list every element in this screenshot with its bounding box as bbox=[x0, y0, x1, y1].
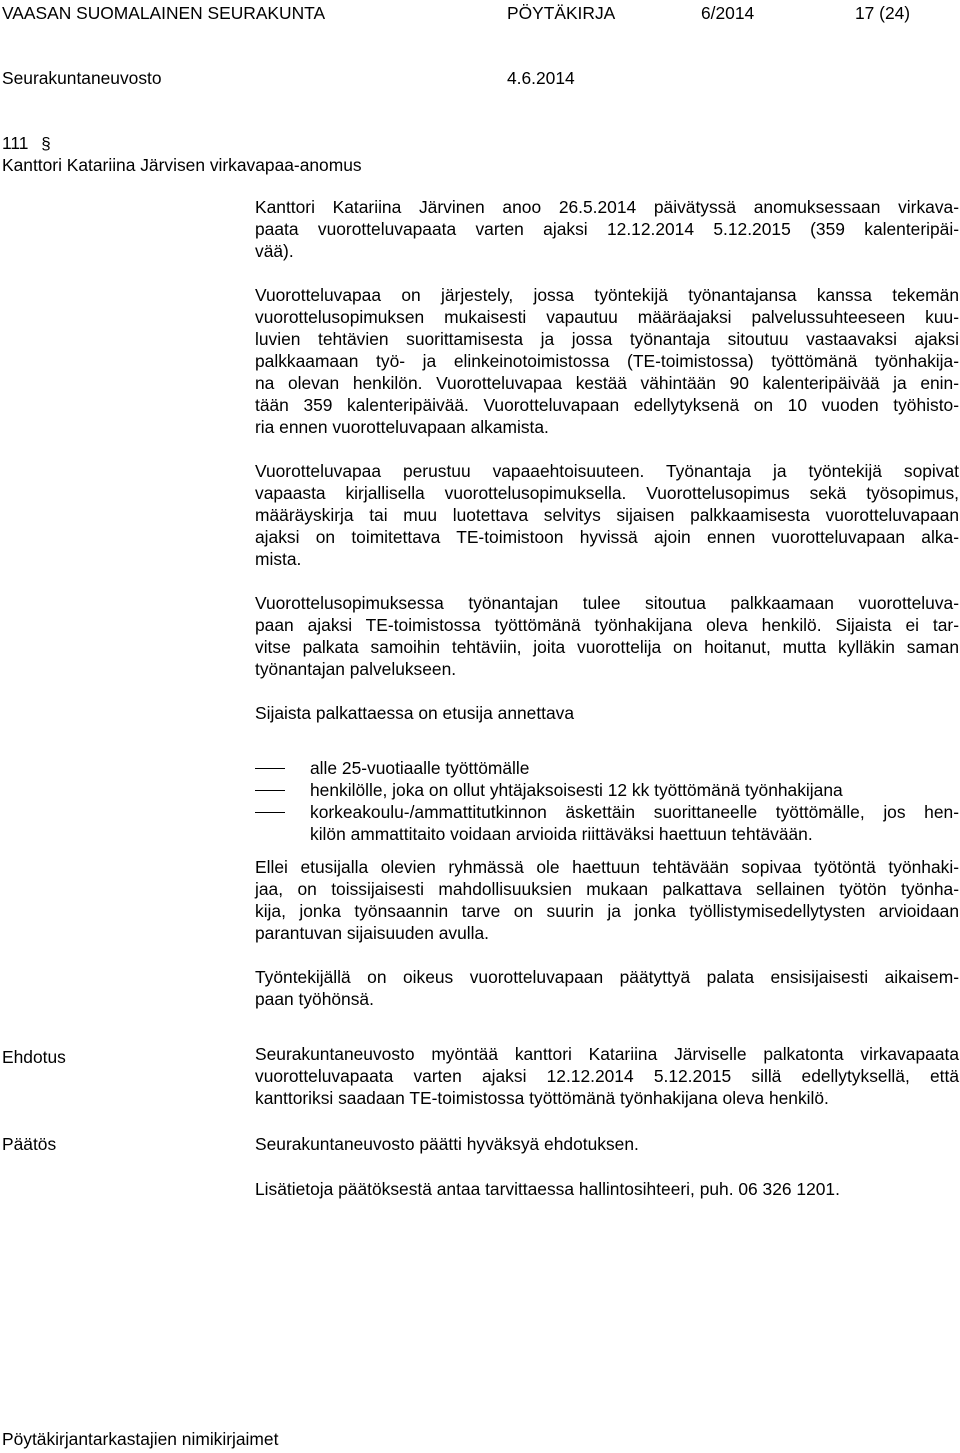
paragraph-line: vää). bbox=[255, 241, 294, 261]
paragraph-line: ajaksi on toimitettava TE-toimistoon hyvissä ajoin ennen vuorotteluvapaan alka- bbox=[255, 527, 959, 547]
paragraph-line: jaa, on toissijaisesti mahdollisuuksien mukaan palkattava sellainen työtön työnha- bbox=[255, 879, 959, 899]
decision-text: Seurakuntaneuvosto päätti hyväksyä ehdotuksen. bbox=[255, 1134, 639, 1154]
paragraph-line: parantuvan sijaisuuden avulla. bbox=[255, 923, 489, 943]
paragraph-line: Vuorotteluvapaa perustuu vapaaehtoisuuteen. Työnantaja ja työntekijä sopivat bbox=[255, 461, 959, 481]
proposal-line: vuorotteluvapaata varten ajaksi 12.12.2014 5.12.2015 sillä edellytyksellä, että bbox=[255, 1066, 959, 1086]
paragraph-line: tään 359 kalenteripäivää. Vuorotteluvapaan edellytyksenä on 10 vuoden työhisto- bbox=[255, 395, 959, 415]
paragraph-line: Sijaista palkattaessa on etusija annettava bbox=[255, 703, 575, 723]
header-doc-number: 6/2014 bbox=[701, 3, 755, 23]
meeting-body: Seurakuntaneuvosto bbox=[2, 68, 162, 88]
item-number-line bbox=[2, 135, 51, 152]
additional-info: Lisätietoja päätöksestä antaa tarvittaessa hallintosihteeri, puh. 06 326 1201. bbox=[255, 1179, 840, 1199]
paragraph-line: mista. bbox=[255, 549, 302, 569]
paragraph-line: vuorottelusopimuksen mukaisesti vapautuu määräajaksi palvelussuhteeseen kuu- bbox=[255, 307, 959, 327]
header-organization: VAASAN SUOMALAINEN SEURAKUNTA bbox=[2, 3, 326, 23]
item-title: Kanttori Katariina Järvisen virkavapaa-anomus bbox=[2, 155, 362, 175]
header-page-number: 17 (24) bbox=[855, 3, 911, 23]
section-sign: § bbox=[41, 134, 51, 153]
dash-bullet-icon bbox=[255, 812, 285, 813]
paragraph-line: Vuorottelusopimuksessa työnantajan tulee sitoutua palkkaamaan vuorotteluva- bbox=[255, 593, 959, 613]
proposal-line: kanttoriksi saadaan TE-toimistossa työttömänä työnhakijana oleva henkilö. bbox=[255, 1088, 829, 1108]
proposal-label: Ehdotus bbox=[2, 1047, 66, 1067]
paragraph-line: paan ajaksi TE-toimistossa työttömänä työnhakijana oleva henkilö. Sijaista ei tar- bbox=[255, 615, 959, 635]
paragraph-line: Kanttori Katariina Järvinen anoo 26.5.2014 päivätyssä anomuksessaan virkava- bbox=[255, 197, 959, 217]
priority-list-line: henkilölle, joka on ollut yhtäjaksoisesti 12 kk työttömänä työnhakijana bbox=[310, 780, 843, 800]
paragraph-line: Työntekijällä on oikeus vuorotteluvapaan päätyttyä palata ensisijaisesti aikaisem- bbox=[255, 967, 959, 987]
meeting-date: 4.6.2014 bbox=[507, 68, 575, 88]
footer-signatures-label: Pöytäkirjantarkastajien nimikirjaimet bbox=[2, 1429, 279, 1449]
paragraph-line: Vuorotteluvapaa on järjestely, jossa työntekijä työnantajansa kanssa tekemän bbox=[255, 285, 959, 305]
paragraph-line: paata vuorotteluvapaata varten ajaksi 12.12.2014 5.12.2015 (359 kalenteripäi- bbox=[255, 219, 959, 239]
dash-bullet-icon bbox=[255, 768, 285, 769]
paragraph-line: palkkaamaan työ- ja elinkeinotoimistossa (TE-toimistossa) työttömänä työnhakija- bbox=[255, 351, 959, 371]
paragraph-line: paan työhönsä. bbox=[255, 989, 374, 1009]
header-doc-type: PÖYTÄKIRJA bbox=[507, 3, 616, 23]
dash-bullet-icon bbox=[255, 790, 285, 791]
item-number: 111 bbox=[2, 133, 29, 153]
paragraph-line: vapaasta kirjallisella vuorottelusopimuksella. Vuorottelusopimus sekä työsopimus, bbox=[255, 483, 959, 503]
paragraph-line: työnantajan palvelukseen. bbox=[255, 659, 457, 679]
paragraph-line: Ellei etusijalla olevien ryhmässä ole haettuun tehtävään sopivaa työtöntä työnhaki- bbox=[255, 857, 959, 877]
priority-list-line: kilön ammattitaito voidaan arvioida riittäväksi haettuun tehtävään. bbox=[310, 824, 813, 844]
priority-list-line: korkeakoulu-/ammattitutkinnon äskettäin suorittaneelle työttömälle, jos hen- bbox=[310, 802, 959, 822]
proposal-line: Seurakuntaneuvosto myöntää kanttori Katariina Järviselle palkatonta virkavapaata bbox=[255, 1044, 959, 1064]
paragraph-line: vitse palkata samoihin tehtäviin, joita vuorottelija on hoitanut, mutta kylläkin saman bbox=[255, 637, 959, 657]
paragraph-line: luvien tehtävien suorittamisesta ja jossa työnantaja sitoutuu vastaavaksi ajaksi bbox=[255, 329, 959, 349]
paragraph-line: ria ennen vuorotteluvapaan alkamista. bbox=[255, 417, 549, 437]
priority-list-line: alle 25-vuotiaalle työttömälle bbox=[310, 758, 530, 778]
paragraph-line: na olevan henkilön. Vuorotteluvapaa kestää vähintään 90 kalenteripäivää ja enin- bbox=[255, 373, 959, 393]
decision-label: Päätös bbox=[2, 1134, 57, 1154]
paragraph-line: kija, jonka työnsaannin tarve on suurin ja jonka työllistymisedellytysten arvioidaan bbox=[255, 901, 959, 921]
paragraph-line: määräyskirja tai muu luotettava selvitys sijaisen palkkaamisesta vuorotteluvapaan bbox=[255, 505, 959, 525]
